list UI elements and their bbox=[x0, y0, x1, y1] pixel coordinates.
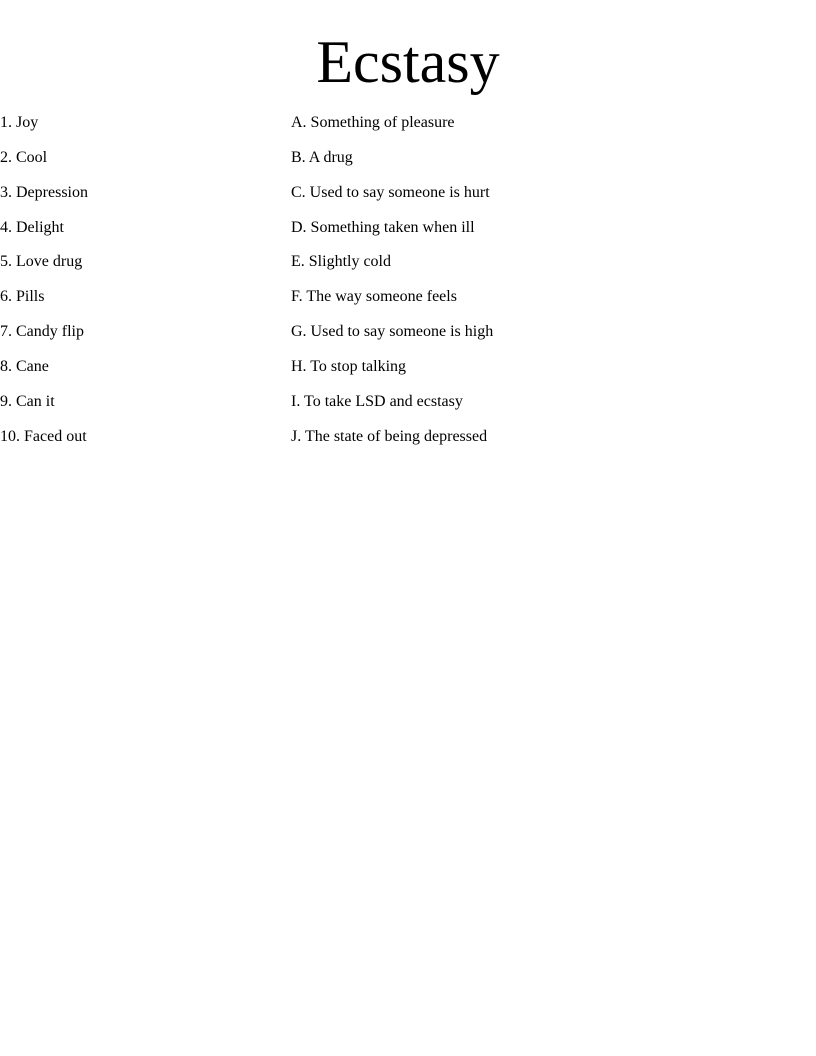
definition-item: B. A drug bbox=[291, 148, 353, 166]
matching-row bbox=[0, 356, 816, 391]
matching-list bbox=[0, 112, 816, 460]
page-title: Ecstasy bbox=[316, 29, 500, 95]
matching-row bbox=[0, 426, 816, 461]
matching-row bbox=[0, 391, 816, 426]
term-item: 8. Cane bbox=[0, 357, 49, 375]
term-item: 9. Can it bbox=[0, 392, 55, 410]
definition-item: G. Used to say someone is high bbox=[291, 323, 494, 341]
term-item: 2. Cool bbox=[0, 148, 48, 166]
matching-row bbox=[0, 182, 816, 217]
matching-row bbox=[0, 286, 816, 321]
term-item: 1. Joy bbox=[0, 114, 39, 131]
definition-item: E. Slightly cold bbox=[291, 253, 391, 271]
definition-item: A. Something of pleasure bbox=[291, 114, 455, 131]
definition-item: J. The state of being depressed bbox=[291, 427, 488, 445]
term-item: 7. Candy flip bbox=[0, 323, 84, 341]
term-item: 5. Love drug bbox=[0, 253, 83, 271]
definition-item: H. To stop talking bbox=[291, 357, 407, 375]
matching-row bbox=[0, 321, 816, 356]
matching-row bbox=[0, 112, 816, 147]
matching-row bbox=[0, 251, 816, 286]
definition-item: I. To take LSD and ecstasy bbox=[291, 392, 463, 410]
term-item: 10. Faced out bbox=[0, 427, 87, 445]
matching-row bbox=[0, 147, 816, 182]
definition-item: D. Something taken when ill bbox=[291, 218, 475, 236]
term-item: 4. Delight bbox=[0, 218, 64, 236]
matching-row bbox=[0, 217, 816, 252]
term-item: 3. Depression bbox=[0, 183, 88, 201]
term-item: 6. Pills bbox=[0, 288, 45, 306]
definition-item: C. Used to say someone is hurt bbox=[291, 183, 490, 201]
definition-item: F. The way someone feels bbox=[291, 288, 457, 306]
